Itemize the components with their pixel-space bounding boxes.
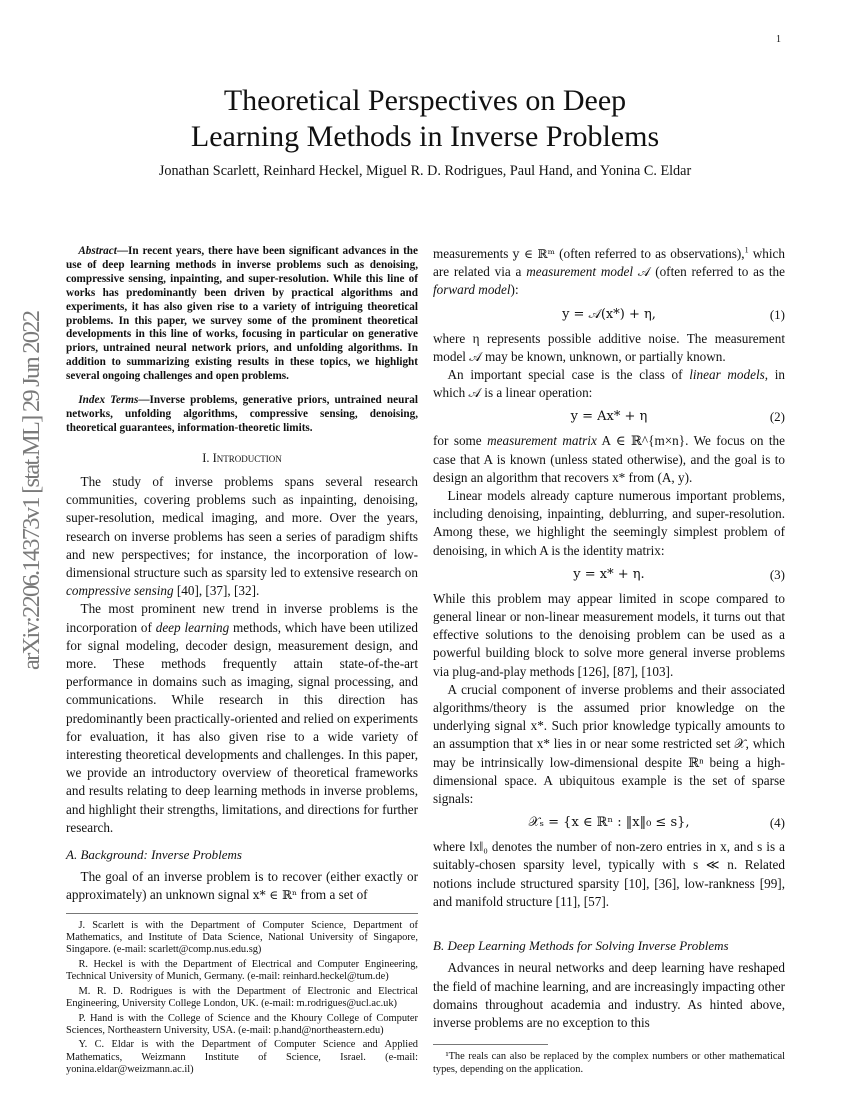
affiliation-footnotes (66, 913, 418, 1077)
measurement-matrix-paragraph: for some measurement matrix A ∈ ℝ^{m×n}. We focus on the case that A is known (unless stated otherwise), and the goal is to design an algorithm that recovers x* from (A, y). (433, 433, 785, 485)
abstract-text: —In recent years, there have been significant advances in the use of deep learning methods in inverse problems such as denoising, compressive sensing, inpainting, and super-resolution. While this line of works has predominantly been driven by practical algorithms and experiments, it has also given rise to a variety of intriguing theoretical problems. In this paper, we survey some of the prominent theoretical developments in this line of works, focusing in particular on generative priors, untrained neural network priors, and unfolding algorithms. In addition to summarizing existing results in these topics, we highlight several ongoing challenges and open problems. (66, 245, 418, 383)
linear-models-paragraph: An important special case is the class of linear models, in which 𝒜 is a linear operation: (433, 367, 785, 401)
arxiv-side-stamp (15, 300, 45, 680)
intro-paragraph-1: The study of inverse problems spans several research communities, covering problems such as inpainting, denoising, super-resolution, medical imaging, and more. Over the years, research on inverse problems has seen a series of paradigm shifts and new perspectives; for instance, the incorporation of low-dimensional structure such as sparsity led to extensive research on compressive sensing [40], [37], [32]. (66, 473, 418, 599)
title-line-1: Theoretical Perspectives on Deep (223, 84, 627, 117)
sparsity-paragraph: where ‖x‖₀ denotes the number of non-zero entries in x, and s is a suitably-chosen sparsity level, typically with s ≪ n. Related notions include structured sparsity [10], [36], low-rankness [99], and manifold structure [11], [57]. (433, 839, 785, 909)
plug-and-play-paragraph: While this problem may appear limited in scope compared to general linear or non-linear measurement models, it turns out that effective solutions to the denoising problem can be used as a powerful building block to solve more general inverse problems via plug-and-play methods [126], [87], [103]. (433, 590, 785, 679)
footnote-1: ¹The reals can also be replaced by the complex numbers or other mathematical types, depending on the application. (433, 1051, 785, 1075)
abstract-label: Abstract (78, 245, 117, 257)
prior-knowledge-paragraph: A crucial component of inverse problems and their associated algorithms/theory is the assumed prior knowledge on the underlying signal x*. Such prior knowledge typically amounts to an assumption that x* lies in or near some restricted set 𝒳, which may be intrinsically low-dimensional despite ℝⁿ being a high-dimensional space. A ubiquitous example is the set of sparse signals: (433, 681, 785, 807)
affiliation-hand: P. Hand is with the College of Science and the Khoury College of Computer Sciences, Northeastern University, USA. (e-mail: p.hand@northeastern.edu) (66, 1012, 418, 1036)
affiliation-eldar: Y. C. Eldar is with the Department of Computer Science and Applied Mathematics, Weizmann Institute of Science, Israel. (e-mail: yonina.eldar@weizmann.ac.il) (66, 1039, 418, 1076)
title-line-2: Learning Methods in Inverse Problems (190, 120, 660, 153)
equation-1: y = 𝒜(x*) + η, (1) (562, 306, 785, 322)
affiliation-rodrigues: M. R. D. Rodrigues is with the Department of Electronic and Electrical Engineering, University College London, UK. (e-mail: m.rodrigues@ucl.ac.uk) (66, 985, 418, 1010)
footnote-marker: 1 (744, 245, 749, 255)
left-column (66, 245, 418, 1079)
page-number: 1 (776, 34, 781, 45)
abstract (66, 245, 418, 384)
equation-3: y = x* + η. (3) (573, 566, 785, 582)
index-terms (66, 394, 418, 436)
deep-learning-paragraph: Advances in neural networks and deep learning have reshaped the field of machine learning, and are increasingly impacting other domains throughout academia and industry. As hinted above, inverse problems are no exception to this (433, 960, 785, 1030)
noise-paragraph: where η represents possible additive noise. The measurement model 𝒜 may be known, unknown, or partially known. (433, 330, 785, 364)
section-heading-introduction: I. Introduction (202, 450, 282, 465)
affiliation-heckel: R. Heckel is with the Department of Electrical and Computer Engineering, Technical University of Munich, Germany. (e-mail: reinhard.heckel@tum.de) (66, 958, 418, 983)
subsection-heading-deep-learning: B. Deep Learning Methods for Solving Inverse Problems (433, 938, 729, 954)
intro-paragraph-2: The most prominent new trend in inverse problems is the incorporation of deep learning methods, which have been utilized for signal modeling, decoder design, measurement design, and more. These methods frequently attain state-of-the-art performance in domains such as imaging, signal processing, and communications. While research in this direction has predominantly been practically-oriented and relied on experiments for evaluation, it has also given rise to a wide variety of interesting theoretical developments and challenges. In this paper, we provide an introductory overview of theoretical frameworks and results relating to deep learning methods in inverse problems, and highlight their strengths, limitations, and directions for further research. (66, 601, 418, 835)
right-column (433, 245, 785, 1078)
measurements-paragraph: measurements y ∈ ℝᵐ (often referred to as observations),$^1$ which are related via a measurement model 𝒜 (often referred to as the forward model): (433, 245, 786, 298)
denoising-paragraph: Linear models already capture numerous important problems, including denoising, inpainting, deblurring, and super-resolution. Among these, we highlight the seemingly simplest problem of denoising, in which A is the identity matrix: (433, 488, 785, 558)
author-list: Jonathan Scarlett, Reinhard Heckel, Miguel R. D. Rodrigues, Paul Hand, and Yonina C. Eldar (158, 163, 692, 179)
background-paragraph: The goal of an inverse problem is to recover (either exactly or approximately) an unknown signal x* ∈ ℝⁿ from a set of (66, 869, 418, 903)
index-terms-text: —Inverse problems, generative priors, untrained neural networks, unfolding algorithms, compressive sensing, denoising, theoretical guarantees, information-theoretic limits. (66, 394, 418, 434)
arxiv-stamp-text: arXiv:2206.14373v1 [stat.ML] 29 Jun 2022 (18, 310, 45, 670)
affiliation-scarlett: J. Scarlett is with the Department of Computer Science, Department of Mathematics, and Institute of Data Science, National University of Singapore, Singapore. (e-mail: scarlett@comp.nus.edu.sg) (66, 919, 418, 956)
paper-title (80, 83, 770, 155)
equation-4: 𝒳ₛ = {x ∈ ℝⁿ : ‖x‖₀ ≤ s}, (4) (528, 815, 785, 831)
equation-2: y = Ax* + η (2) (570, 409, 785, 425)
footnote-rule (433, 1044, 548, 1045)
subsection-heading-background: A. Background: Inverse Problems (66, 847, 242, 863)
index-terms-label: Index Terms (78, 394, 139, 407)
